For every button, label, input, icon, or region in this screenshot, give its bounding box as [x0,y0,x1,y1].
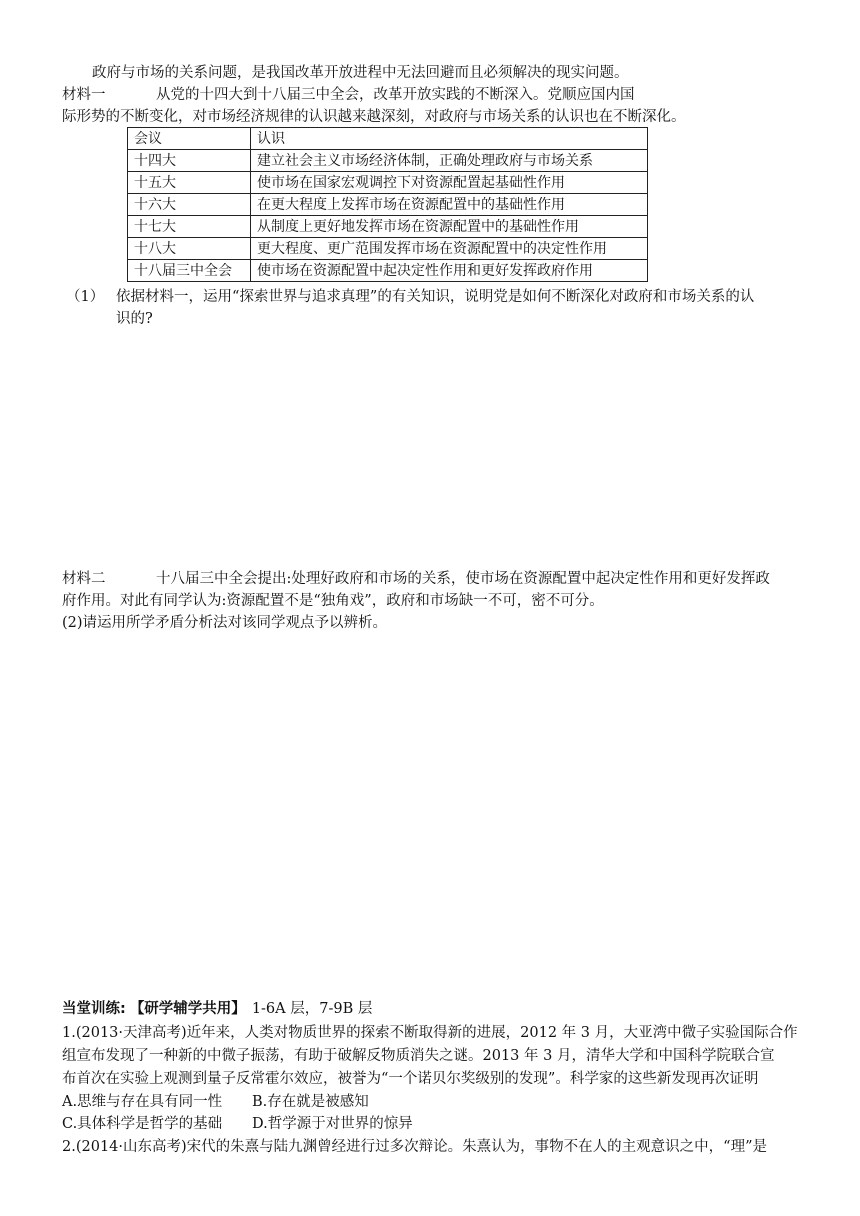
problem1-line3: 布首次在实验上观测到量子反常霍尔效应，被誉为“一个诺贝尔奖级别的发现”。科学家的这些新发现再次证明 [62,1071,759,1087]
table-cell-meeting: 十八届三中全会 [128,260,251,282]
question2-text: (2)请运用所学矛盾分析法对该同学观点予以辨析。 [62,615,388,631]
table-cell-meeting: 十八大 [128,238,251,260]
table-cell-meeting: 十六大 [128,194,251,216]
practice-header [62,998,372,1020]
problem1-option-a: A.思维与存在具有同一性 [62,1094,223,1110]
material1-text-line1: 从党的十四大到十八届三中全会，改革开放实践的不断深入。党顺应国内国 [156,87,635,103]
table-cell-understanding: 建立社会主义市场经济体制，正确处理政府与市场关系 [251,150,648,172]
table-row [128,172,648,194]
table-cell-meeting: 十七大 [128,216,251,238]
problem1-option-b: B.存在就是被感知 [252,1094,369,1110]
table-row [128,194,648,216]
table-header-meeting: 会议 [128,128,251,150]
table-header-understanding: 认识 [251,128,648,150]
material2-text-line1: 十八届三中全会提出:处理好政府和市场的关系，使市场在资源配置中起决定性作用和更好发挥政 [156,571,770,587]
table-row [128,216,648,238]
question1-text-line2: 识的? [116,311,153,327]
practice-title: 当堂训练: [62,1001,126,1017]
table-cell-understanding: 使市场在资源配置中起决定性作用和更好发挥政府作用 [251,260,648,282]
question1-text-line1: 依据材料一，运用“探索世界与追求真理”的有关知识，说明党是如何不断深化对政府和市场关系的认 [116,289,755,305]
table-cell-meeting: 十四大 [128,150,251,172]
material2-label: 材料二 [62,571,106,587]
table-header-row [128,128,648,150]
intro-paragraph: 政府与市场的关系问题，是我国改革开放进程中无法回避而且必须解决的现实问题。 [92,65,629,81]
practice-tag: 【研学辅学共用】 [129,1000,246,1017]
table-row [128,260,648,282]
material1-text-line2: 际形势的不断变化，对市场经济规律的认识越来越深刻，对政府与市场关系的认识也在不断深化。 [62,109,686,125]
table-cell-understanding: 从制度上更好地发挥市场在资源配置中的基础性作用 [251,216,648,238]
table-cell-understanding: 在更大程度上发挥市场在资源配置中的基础性作用 [251,194,648,216]
congress-understanding-table [127,127,648,282]
material1-label: 材料一 [62,87,106,103]
table-row [128,150,648,172]
problem1-option-d: D.哲学源于对世界的惊异 [252,1116,413,1132]
table-row [128,238,648,260]
problem1-line2: 组宣布发现了一种新的中微子振荡，有助于破解反物质消失之谜。2013 年 3 月，清华大学和中国科学院联合宣 [62,1048,775,1064]
table-cell-understanding: 更大程度、更广范围发挥市场在资源配置中的决定性作用 [251,238,648,260]
question1-number: （1） [66,289,105,305]
problem2-line1: 2.(2014·山东高考)宋代的朱熹与陆九渊曾经进行过多次辩论。朱熹认为，事物不在人的主观意识之中，“理”是 [62,1139,767,1155]
table-cell-meeting: 十五大 [128,172,251,194]
practice-levels: 1-6A 层，7-9B 层 [251,1001,373,1017]
problem1-line1: 1.(2013·天津高考)近年来，人类对物质世界的探索不断取得新的进展，2012 年 3 月，大亚湾中微子实验国际合作 [62,1025,798,1041]
table-cell-understanding: 使市场在国家宏观调控下对资源配置起基础性作用 [251,172,648,194]
problem1-option-c: C.具体科学是哲学的基础 [62,1116,223,1132]
material2-text-line2: 府作用。对此有同学认为:资源配置不是“独角戏”，政府和市场缺一不可，密不可分。 [62,593,604,609]
